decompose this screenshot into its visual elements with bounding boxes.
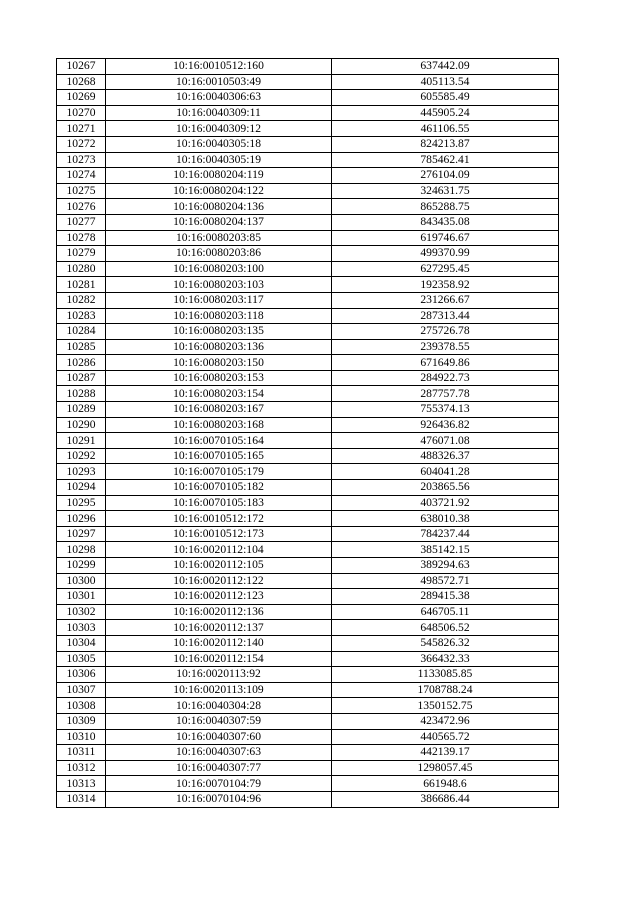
cadastral-number-cell: 10:16:0010512:172: [106, 511, 332, 527]
cadastral-number-cell: 10:16:0020112:123: [106, 589, 332, 605]
table-row: [57, 386, 559, 402]
cadastral-value-cell: 389294.63: [332, 558, 559, 574]
cadastral-value-cell: 499370.99: [332, 246, 559, 262]
row-number-cell: 10298: [57, 542, 106, 558]
table-row: [57, 121, 559, 137]
row-number-cell: 10282: [57, 292, 106, 308]
row-number-cell: 10303: [57, 620, 106, 636]
cadastral-number-cell: 10:16:0040304:28: [106, 698, 332, 714]
table-row: [57, 292, 559, 308]
cadastral-number-cell: 10:16:0080203:168: [106, 417, 332, 433]
row-number-cell: 10312: [57, 760, 106, 776]
row-number-cell: 10301: [57, 589, 106, 605]
table-row: [57, 339, 559, 355]
cadastral-value-cell: 638010.38: [332, 511, 559, 527]
table-row: [57, 558, 559, 574]
cadastral-value-cell: 1298057.45: [332, 760, 559, 776]
cadastral-value-table: [56, 58, 559, 808]
table-row: [57, 526, 559, 542]
row-number-cell: 10287: [57, 370, 106, 386]
cadastral-value-cell: 627295.45: [332, 261, 559, 277]
cadastral-value-cell: 476071.08: [332, 433, 559, 449]
cadastral-number-cell: 10:16:0010512:173: [106, 526, 332, 542]
cadastral-value-cell: 423472.96: [332, 713, 559, 729]
row-number-cell: 10304: [57, 635, 106, 651]
cadastral-number-cell: 10:16:0070105:182: [106, 480, 332, 496]
row-number-cell: 10292: [57, 448, 106, 464]
cadastral-number-cell: 10:16:0080203:118: [106, 308, 332, 324]
cadastral-number-cell: 10:16:0070105:164: [106, 433, 332, 449]
row-number-cell: 10310: [57, 729, 106, 745]
table-row: [57, 745, 559, 761]
table-row: [57, 199, 559, 215]
cadastral-number-cell: 10:16:0070105:165: [106, 448, 332, 464]
cadastral-number-cell: 10:16:0080203:100: [106, 261, 332, 277]
cadastral-value-cell: 637442.09: [332, 59, 559, 75]
row-number-cell: 10286: [57, 355, 106, 371]
table-row: [57, 573, 559, 589]
table-row: [57, 667, 559, 683]
cadastral-value-cell: 498572.71: [332, 573, 559, 589]
cadastral-number-cell: 10:16:0020112:136: [106, 604, 332, 620]
cadastral-number-cell: 10:16:0080203:86: [106, 246, 332, 262]
cadastral-number-cell: 10:16:0080204:122: [106, 183, 332, 199]
table-row: [57, 105, 559, 121]
cadastral-value-cell: 661948.6: [332, 776, 559, 792]
cadastral-number-cell: 10:16:0040307:60: [106, 729, 332, 745]
cadastral-value-cell: 545826.32: [332, 635, 559, 651]
row-number-cell: 10281: [57, 277, 106, 293]
cadastral-number-cell: 10:16:0020112:105: [106, 558, 332, 574]
cadastral-value-cell: 385142.15: [332, 542, 559, 558]
row-number-cell: 10294: [57, 480, 106, 496]
row-number-cell: 10276: [57, 199, 106, 215]
cadastral-value-cell: 1133085.85: [332, 667, 559, 683]
cadastral-value-cell: 865288.75: [332, 199, 559, 215]
cadastral-value-cell: 287757.78: [332, 386, 559, 402]
cadastral-value-cell: 386686.44: [332, 791, 559, 807]
table-row: [57, 261, 559, 277]
row-number-cell: 10278: [57, 230, 106, 246]
table-row: [57, 495, 559, 511]
cadastral-number-cell: 10:16:0080204:137: [106, 214, 332, 230]
row-number-cell: 10309: [57, 713, 106, 729]
row-number-cell: 10299: [57, 558, 106, 574]
table-row: [57, 511, 559, 527]
cadastral-number-cell: 10:16:0070104:96: [106, 791, 332, 807]
row-number-cell: 10288: [57, 386, 106, 402]
table-row: [57, 136, 559, 152]
row-number-cell: 10277: [57, 214, 106, 230]
table-row: [57, 682, 559, 698]
cadastral-number-cell: 10:16:0080203:150: [106, 355, 332, 371]
row-number-cell: 10295: [57, 495, 106, 511]
row-number-cell: 10308: [57, 698, 106, 714]
row-number-cell: 10270: [57, 105, 106, 121]
table-row: [57, 324, 559, 340]
table-row: [57, 277, 559, 293]
table-row: [57, 651, 559, 667]
table-row: [57, 604, 559, 620]
table-row: [57, 417, 559, 433]
cadastral-number-cell: 10:16:0080203:117: [106, 292, 332, 308]
cadastral-value-cell: 203865.56: [332, 480, 559, 496]
row-number-cell: 10275: [57, 183, 106, 199]
cadastral-number-cell: 10:16:0040307:77: [106, 760, 332, 776]
cadastral-number-cell: 10:16:0020112:140: [106, 635, 332, 651]
cadastral-number-cell: 10:16:0070105:179: [106, 464, 332, 480]
cadastral-value-cell: 289415.38: [332, 589, 559, 605]
table-body: [57, 59, 559, 808]
cadastral-number-cell: 10:16:0010503:49: [106, 74, 332, 90]
row-number-cell: 10268: [57, 74, 106, 90]
cadastral-value-cell: 784237.44: [332, 526, 559, 542]
row-number-cell: 10313: [57, 776, 106, 792]
cadastral-number-cell: 10:16:0080204:119: [106, 168, 332, 184]
cadastral-value-cell: 275726.78: [332, 324, 559, 340]
table-row: [57, 433, 559, 449]
cadastral-value-cell: 1708788.24: [332, 682, 559, 698]
table-row: [57, 59, 559, 75]
cadastral-value-cell: 648506.52: [332, 620, 559, 636]
table-row: [57, 402, 559, 418]
cadastral-value-cell: 192358.92: [332, 277, 559, 293]
row-number-cell: 10314: [57, 791, 106, 807]
cadastral-number-cell: 10:16:0020112:104: [106, 542, 332, 558]
row-number-cell: 10306: [57, 667, 106, 683]
table-row: [57, 74, 559, 90]
row-number-cell: 10296: [57, 511, 106, 527]
row-number-cell: 10297: [57, 526, 106, 542]
cadastral-number-cell: 10:16:0070105:183: [106, 495, 332, 511]
cadastral-value-cell: 604041.28: [332, 464, 559, 480]
row-number-cell: 10289: [57, 402, 106, 418]
table-row: [57, 635, 559, 651]
row-number-cell: 10285: [57, 339, 106, 355]
cadastral-value-cell: 824213.87: [332, 136, 559, 152]
cadastral-number-cell: 10:16:0080204:136: [106, 199, 332, 215]
table-row: [57, 230, 559, 246]
cadastral-value-cell: 440565.72: [332, 729, 559, 745]
cadastral-number-cell: 10:16:0040305:19: [106, 152, 332, 168]
table-row: [57, 464, 559, 480]
row-number-cell: 10305: [57, 651, 106, 667]
cadastral-value-cell: 445905.24: [332, 105, 559, 121]
cadastral-number-cell: 10:16:0070104:79: [106, 776, 332, 792]
table-row: [57, 760, 559, 776]
cadastral-value-cell: 324631.75: [332, 183, 559, 199]
cadastral-value-cell: 646705.11: [332, 604, 559, 620]
row-number-cell: 10291: [57, 433, 106, 449]
table-row: [57, 729, 559, 745]
table-row: [57, 370, 559, 386]
cadastral-value-cell: 239378.55: [332, 339, 559, 355]
cadastral-value-cell: 231266.67: [332, 292, 559, 308]
table-row: [57, 620, 559, 636]
table-row: [57, 776, 559, 792]
cadastral-value-cell: 843435.08: [332, 214, 559, 230]
table-row: [57, 791, 559, 807]
cadastral-value-cell: 1350152.75: [332, 698, 559, 714]
cadastral-value-cell: 926436.82: [332, 417, 559, 433]
cadastral-value-cell: 785462.41: [332, 152, 559, 168]
row-number-cell: 10290: [57, 417, 106, 433]
cadastral-number-cell: 10:16:0040307:59: [106, 713, 332, 729]
cadastral-value-cell: 461106.55: [332, 121, 559, 137]
cadastral-value-cell: 405113.54: [332, 74, 559, 90]
row-number-cell: 10273: [57, 152, 106, 168]
row-number-cell: 10280: [57, 261, 106, 277]
cadastral-number-cell: 10:16:0080203:135: [106, 324, 332, 340]
cadastral-value-cell: 488326.37: [332, 448, 559, 464]
table-row: [57, 713, 559, 729]
cadastral-number-cell: 10:16:0080203:85: [106, 230, 332, 246]
table-row: [57, 355, 559, 371]
cadastral-number-cell: 10:16:0040309:12: [106, 121, 332, 137]
row-number-cell: 10307: [57, 682, 106, 698]
cadastral-number-cell: 10:16:0020112:137: [106, 620, 332, 636]
row-number-cell: 10284: [57, 324, 106, 340]
cadastral-number-cell: 10:16:0080203:103: [106, 277, 332, 293]
row-number-cell: 10279: [57, 246, 106, 262]
table-row: [57, 698, 559, 714]
cadastral-value-cell: 442139.17: [332, 745, 559, 761]
cadastral-value-cell: 284922.73: [332, 370, 559, 386]
row-number-cell: 10274: [57, 168, 106, 184]
cadastral-value-cell: 276104.09: [332, 168, 559, 184]
cadastral-number-cell: 10:16:0040307:63: [106, 745, 332, 761]
table-row: [57, 183, 559, 199]
row-number-cell: 10311: [57, 745, 106, 761]
cadastral-number-cell: 10:16:0010512:160: [106, 59, 332, 75]
cadastral-value-cell: 403721.92: [332, 495, 559, 511]
cadastral-number-cell: 10:16:0040305:18: [106, 136, 332, 152]
cadastral-value-cell: 605585.49: [332, 90, 559, 106]
row-number-cell: 10271: [57, 121, 106, 137]
table-row: [57, 542, 559, 558]
row-number-cell: 10269: [57, 90, 106, 106]
row-number-cell: 10293: [57, 464, 106, 480]
cadastral-number-cell: 10:16:0020112:122: [106, 573, 332, 589]
cadastral-number-cell: 10:16:0040306:63: [106, 90, 332, 106]
row-number-cell: 10272: [57, 136, 106, 152]
table-row: [57, 589, 559, 605]
cadastral-number-cell: 10:16:0080203:167: [106, 402, 332, 418]
cadastral-number-cell: 10:16:0080203:136: [106, 339, 332, 355]
cadastral-number-cell: 10:16:0020113:92: [106, 667, 332, 683]
cadastral-number-cell: 10:16:0020113:109: [106, 682, 332, 698]
cadastral-number-cell: 10:16:0040309:11: [106, 105, 332, 121]
table-row: [57, 308, 559, 324]
row-number-cell: 10302: [57, 604, 106, 620]
table-row: [57, 448, 559, 464]
cadastral-number-cell: 10:16:0080203:153: [106, 370, 332, 386]
cadastral-value-cell: 619746.67: [332, 230, 559, 246]
row-number-cell: 10267: [57, 59, 106, 75]
cadastral-value-cell: 287313.44: [332, 308, 559, 324]
row-number-cell: 10300: [57, 573, 106, 589]
cadastral-value-cell: 671649.86: [332, 355, 559, 371]
table-row: [57, 246, 559, 262]
table-row: [57, 152, 559, 168]
row-number-cell: 10283: [57, 308, 106, 324]
table-row: [57, 480, 559, 496]
table-row: [57, 90, 559, 106]
cadastral-number-cell: 10:16:0080203:154: [106, 386, 332, 402]
table-row: [57, 168, 559, 184]
cadastral-value-cell: 755374.13: [332, 402, 559, 418]
table-row: [57, 214, 559, 230]
cadastral-value-cell: 366432.33: [332, 651, 559, 667]
cadastral-number-cell: 10:16:0020112:154: [106, 651, 332, 667]
